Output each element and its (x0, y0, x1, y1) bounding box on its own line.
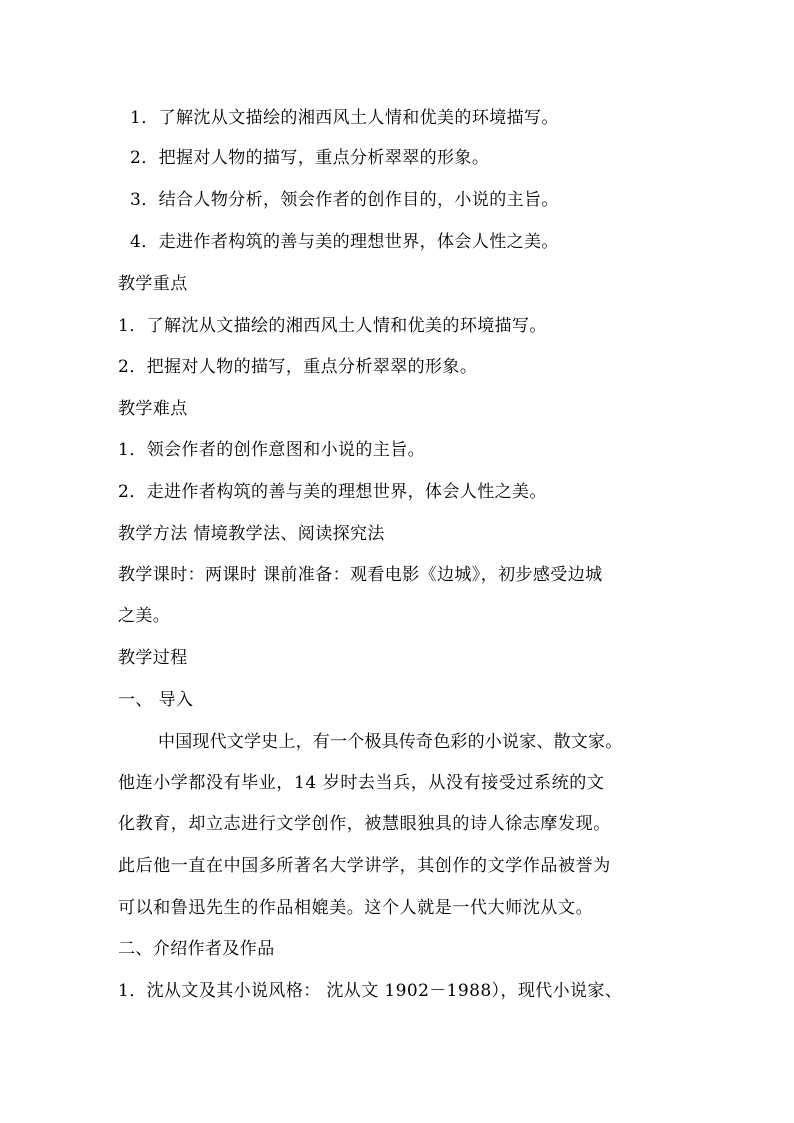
section-intro-heading: 一、 导入 (118, 690, 194, 710)
difficulties-heading: 教学难点 (118, 399, 188, 419)
key-point-1: 1．了解沈从文描绘的湘西风土人情和优美的环境描写。 (118, 316, 547, 336)
paragraph-line-1: 中国现代文学史上，有一个极具传奇色彩的小说家、散文家。 (158, 732, 623, 752)
paragraph-line-5: 可以和鲁迅先生的作品相媲美。这个人就是一代大师沈从文。 (118, 898, 594, 918)
key-points-heading: 教学重点 (118, 274, 188, 294)
section-author-heading: 二、介绍作者及作品 (118, 939, 275, 959)
difficulty-2: 2．走进作者构筑的善与美的理想世界，体会人性之美。 (118, 482, 547, 502)
objective-3: 3．结合人物分析，领会作者的创作目的，小说的主旨。 (130, 190, 559, 210)
paragraph-line-3: 化教育，却立志进行文学创作，被慧眼独具的诗人徐志摩发现。 (118, 814, 611, 834)
teaching-method: 教学方法 情境教学法、阅读探究法 (118, 524, 385, 544)
objective-1: 1．了解沈从文描绘的湘西风土人情和优美的环境描写。 (130, 108, 559, 128)
author-item-1: 1．沈从文及其小说风格： 沈从文 1902－1988），现代小说家、 (118, 981, 623, 1001)
objective-2: 2．把握对人物的描写，重点分析翠翠的形象。 (130, 148, 490, 168)
difficulty-1: 1．领会作者的创作意图和小说的主旨。 (118, 440, 426, 460)
paragraph-line-2: 他连小学都没有毕业，14 岁时去当兵，从没有接受过系统的文 (118, 773, 605, 793)
paragraph-line-4: 此后他一直在中国多所著名大学讲学，其创作的文学作品被誉为 (118, 856, 611, 876)
class-hours-line-2: 之美。 (118, 606, 171, 626)
class-hours-line-1: 教学课时：两课时 课前准备：观看电影《边城》，初步感受边城 (118, 565, 603, 585)
key-point-2: 2．把握对人物的描写，重点分析翠翠的形象。 (118, 357, 478, 377)
process-heading: 教学过程 (118, 648, 188, 668)
objective-4: 4．走进作者构筑的善与美的理想世界，体会人性之美。 (130, 232, 559, 252)
